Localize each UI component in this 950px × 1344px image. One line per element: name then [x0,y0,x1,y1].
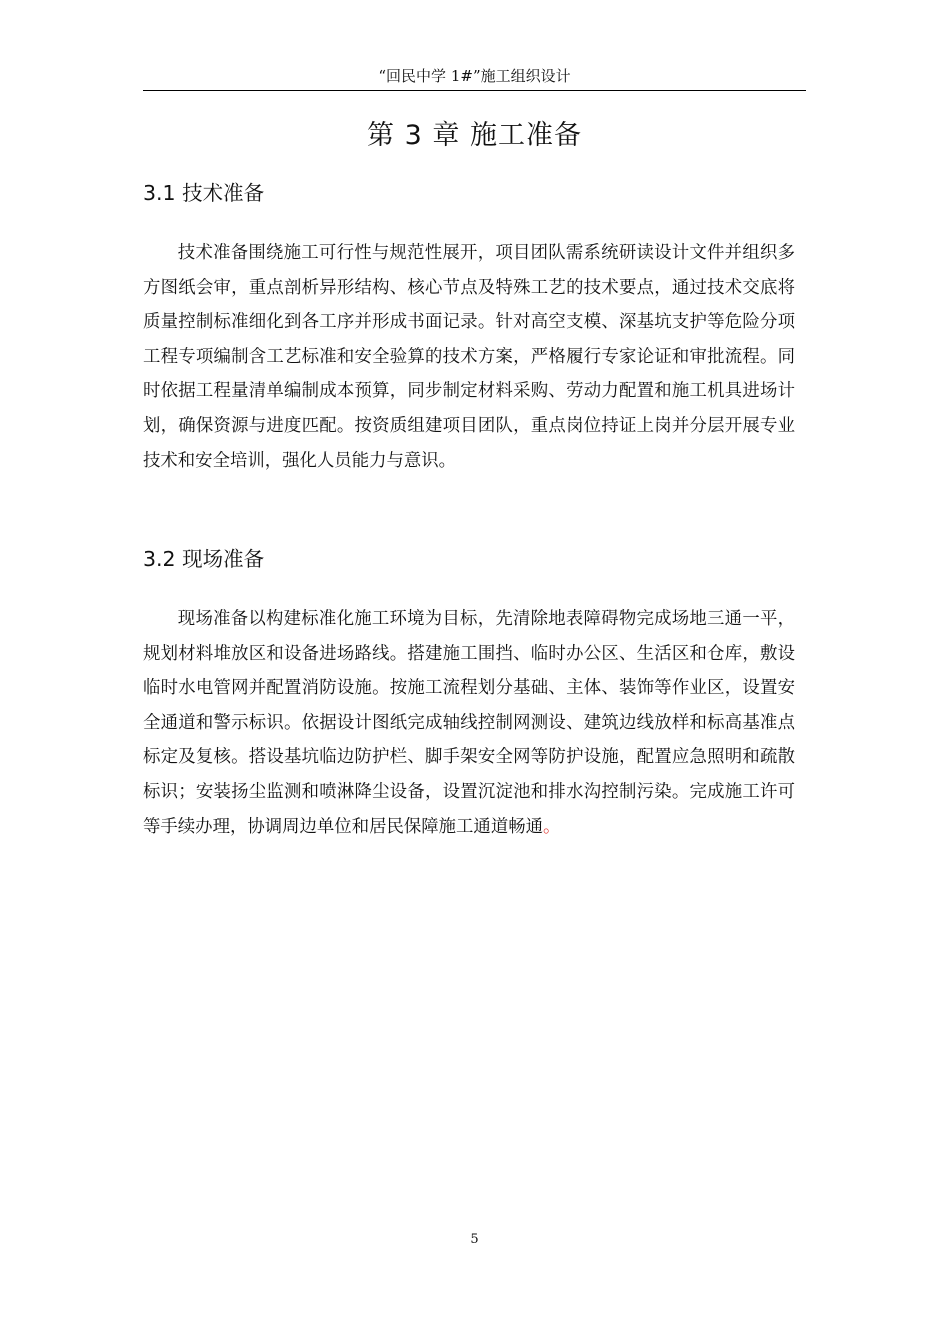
paragraph-text: 现场准备以构建标准化施工环境为目标，先清除地表障碍物完成场地三通一平，规划材料堆放区和设备进场路线。搭建施工围挡、临时办公区、生活区和仓库，敷设临时水电管网并配置消防设施。按施工流程划分基础、主体、装饰等作业区，设置安全通道和警示标识。依据设计图纸完成轴线控制网测设、建筑边线放样和标高基准点标定及复核。搭设基坑临边防护栏、脚手架安全网等防护设施，配置应急照明和疏散标识；安装扬尘监测和喷淋降尘设备，设置沉淀池和排水沟控制污染。完成施工许可等手续办理，协调周边单位和居民保障施工通道畅通 [143,609,795,837]
page-number: 5 [470,1232,479,1247]
trailing-punctuation: 。 [543,816,561,837]
running-header: “回民中学 1#”施工组织设计 [143,66,806,91]
section-paragraph-3-1 [143,236,795,478]
section-heading-3-1: 3.1 技术准备 [143,181,265,205]
chapter-title: 第 3 章 施工准备 [367,120,582,151]
section-paragraph-3-2 [143,602,795,844]
section-heading-3-2: 3.2 现场准备 [143,547,265,571]
paragraph-text: 技术准备围绕施工可行性与规范性展开，项目团队需系统研读设计文件并组织多方图纸会审，重点剖析异形结构、核心节点及特殊工艺的技术要点，通过技术交底将质量控制标准细化到各工序并形成书面记录。针对高空支模、深基坑支护等危险分项工程专项编制含工艺标准和安全验算的技术方案，严格履行专家论证和审批流程。同时依据工程量清单编制成本预算，同步制定材料采购、劳动力配置和施工机具进场计划，确保资源与进度匹配。按资质组建项目团队，重点岗位持证上岗并分层开展专业技术和安全培训，强化人员能力与意识。 [143,243,795,471]
